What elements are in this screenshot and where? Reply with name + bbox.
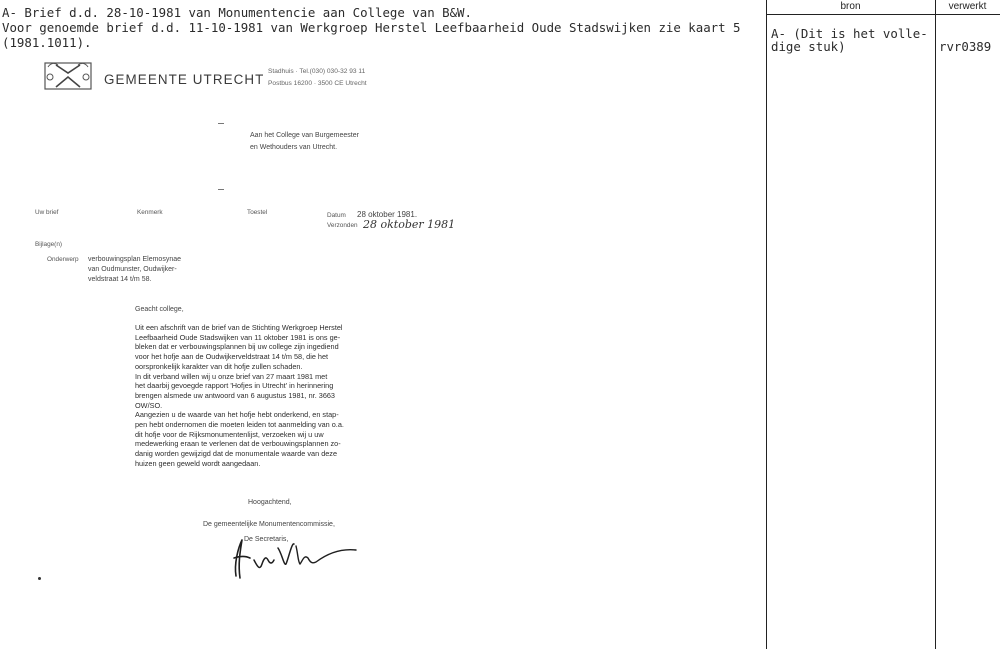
secretary: De Secretaris, — [244, 536, 289, 543]
label-toestel: Toestel — [247, 209, 268, 216]
label-verzonden: Verzonden — [327, 222, 358, 229]
header-line-3: (1981.1011). — [2, 35, 92, 50]
verwerkt-code: rvr0389 — [939, 39, 992, 54]
letterhead-address-2: Postbus 16200 · 3500 CE Utrecht — [268, 80, 367, 87]
body-line: medewerking eraan te verlenen dat de verbouwingsplannen zo- — [135, 439, 341, 449]
datum-value: 28 oktober 1981. — [357, 210, 418, 219]
column-divider-left — [766, 0, 767, 649]
header-rule — [766, 14, 1000, 15]
body-line: het daarbij gevoegde rapport 'Hofjes in Utrecht' in herinnering — [135, 381, 334, 391]
recipient-line-2: en Wethouders van Utrecht. — [250, 144, 338, 151]
letterhead-address-1: Stadhuis · Tel.(030) 030-32 93 11 — [268, 68, 366, 75]
header-line-1: A- Brief d.d. 28-10-1981 van Monumentencie aan College van B&W. — [2, 5, 472, 20]
committee: De gemeentelijke Monumentencommissie, — [203, 521, 335, 528]
body-line: voor het hofje aan de Oudwijkerveldstraat 14 t/m 58, die het — [135, 352, 329, 362]
stray-dot — [38, 577, 41, 580]
closing: Hoogachtend, — [248, 499, 292, 506]
subject-line-2: van Oudmunster, Oudwijker- — [88, 266, 177, 273]
subject-line-1: verbouwingsplan Elemosynae — [88, 256, 181, 263]
column-header-verwerkt: verwerkt — [948, 1, 987, 12]
bron-line-1: A- (Dit is het volle- — [771, 26, 928, 41]
header-line-2: Voor genoemde brief d.d. 11-10-1981 van Werkgroep Herstel Leefbaarheid Oude Stadswijken zie kaart 5 — [2, 20, 741, 35]
label-onderwerp: Onderwerp — [47, 256, 79, 263]
body-line: OW/SO. — [135, 400, 163, 410]
letterhead-name: GEMEENTE UTRECHT — [104, 72, 265, 87]
salutation: Geacht college, — [135, 306, 184, 313]
city-crest-icon — [44, 59, 92, 91]
body-line: brengen alsmede uw antwoord van 6 augustus 1981, nr. 3663 — [135, 390, 335, 400]
column-divider-mid — [935, 0, 936, 649]
body-line: pen hebt ondernomen die moeten leiden tot aanmelding van o.a. — [135, 420, 344, 430]
body-line: Aangezien u de waarde van het hofje hebt onderkend, en stap- — [135, 410, 339, 420]
body-line: Uit een afschrift van de brief van de Stichting Werkgroep Herstel — [135, 323, 343, 332]
label-kenmerk: Kenmerk — [137, 209, 163, 216]
label-datum: Datum — [327, 212, 346, 219]
recipient-line-1: Aan het College van Burgemeester — [250, 132, 359, 139]
body-line: Leefbaarheid Oude Stadswijken van 11 oktober 1981 is ons ge- — [135, 332, 341, 342]
label-bijlagen: Bijlage(n) — [35, 241, 62, 248]
letter-body — [135, 323, 344, 469]
column-header-bron: bron — [840, 1, 861, 12]
signature-scribble — [228, 534, 360, 582]
fold-mark-2 — [218, 189, 224, 190]
body-line: In dit verband willen wij u onze brief van 27 maart 1981 met — [135, 371, 328, 381]
body-line: danig worden gewijzigd dat de monumentale waarde van deze — [135, 449, 338, 459]
body-line: huizen geen geweld wordt aangedaan. — [135, 458, 261, 468]
fold-mark-1 — [218, 123, 224, 124]
body-line: oorspronkelijk karakter van dit hofje zullen schaden. — [135, 361, 303, 371]
label-uw-brief: Uw brief — [35, 209, 59, 216]
body-line: bleken dat er verbouwingsplannen bij uw college zijn ingediend — [135, 342, 339, 352]
bron-line-2: dige stuk) — [771, 39, 846, 54]
body-line: dit hofje voor de Rijksmonumentenlijst, verzoeken wij u uw — [135, 429, 324, 439]
subject-line-3: veldstraat 14 t/m 58. — [88, 276, 152, 283]
verzonden-handwritten: 28 oktober 1981 — [363, 218, 456, 231]
